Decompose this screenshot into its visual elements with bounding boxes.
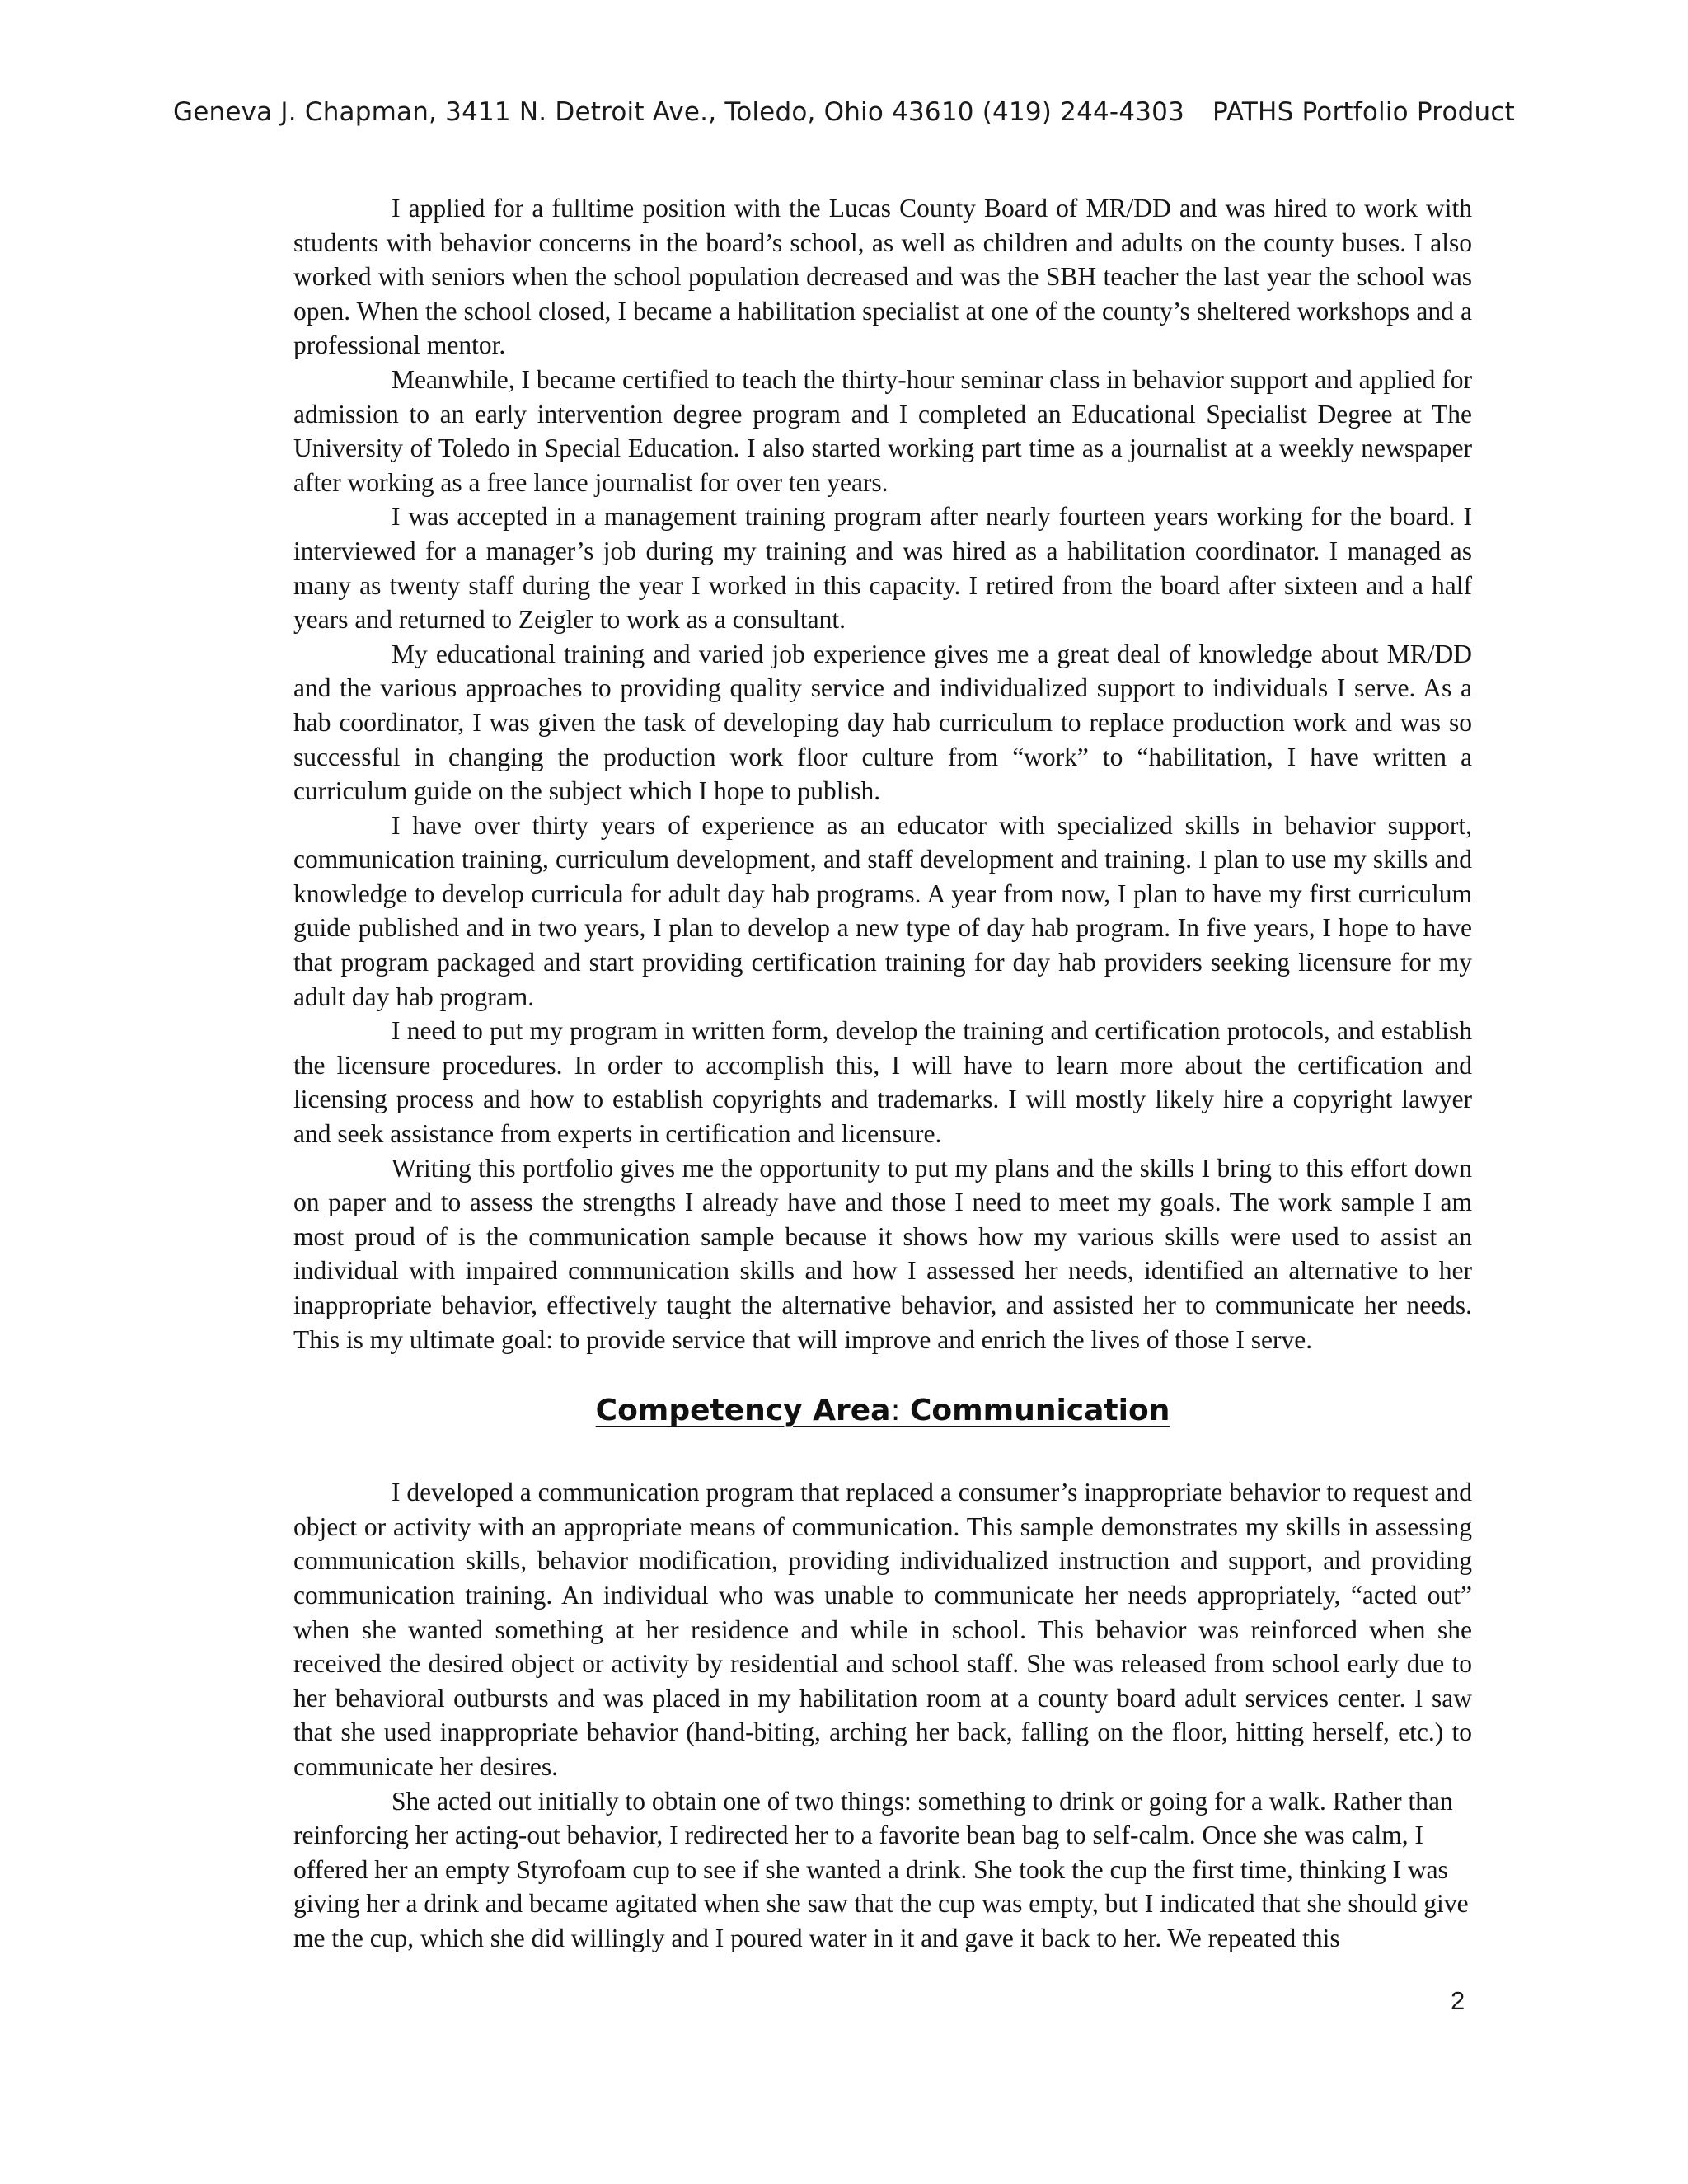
section-paragraph: I developed a communication program that replaced a consumer’s inappropriate behavior to request and object or activity with an appropriate means of communication. This sample demonstrates my skills in assessing communication skills, behavior modification, providing individualized instruction and support, and providing communication training. An individual who was unable to communicate her needs appropriately, “acted out” when she wanted something at her residence and while in school. This behavior was reinforced when she received the desired object or activity by residential and school staff. She was released from school early due to her behavioral outbursts and was placed in my habilitation room at a county board adult services center. I saw that she used inappropriate behavior (hand-biting, arching her back, falling on the floor, hitting herself, etc.) to communicate her desires. <box>293 1478 1472 1781</box>
body-paragraph: I was accepted in a management training program after nearly fourteen years working for the board. I interviewed for a manager’s job during my training and was hired as a habilitation coordinator. I managed as many as twenty staff during the year I worked in this capacity. I retired from the board after sixteen and a half years and returned to Zeigler to work as a consultant. <box>293 502 1472 635</box>
body-paragraph: Meanwhile, I became certified to teach the thirty-hour seminar class in behavior support and applied for admission to an early intervention degree program and I completed an Educational Specialist Degree at The University of Toledo in Special Education. I also started working part time as a journalist at a weekly newspaper after working as a free lance journalist for over ten years. <box>293 364 1472 497</box>
body-paragraph: Writing this portfolio gives me the opportunity to put my plans and the skills I bring to this effort down on paper and to assess the strengths I already have and those I need to meet my goals. The work sample I am most proud of is the communication sample because it shows how my various skills were used to assist an individual with impaired communication skills and how I assessed her needs, identified an alternative to her inappropriate behavior, effectively taught the alternative behavior, and assisted her to communicate her needs. This is my ultimate goal: to provide service that will improve and enrich the lives of those I serve. <box>293 1153 1472 1354</box>
body-paragraph: My educational training and varied job experience gives me a great deal of knowledge about MR/DD and the various approaches to providing quality service and individualized support to individuals I serve. As a hab coordinator, I was given the task of developing day hab curriculum to replace production work and was so successful in changing the production work floor culture from “work” to “habilitation, I have written a curriculum guide on the subject which I hope to publish. <box>293 639 1472 806</box>
body-paragraph: I have over thirty years of experience as an educator with specialized skills in behavior support, communication training, curriculum development, and staff development and training. I plan to use my skills and knowledge to develop curricula for adult day hab programs. A year from now, I plan to have my first curriculum guide published and in two years, I plan to develop a new type of day hab program. In five years, I hope to have that program packaged and start providing certification training for day hab providers seeking licensure for my adult day hab program. <box>293 810 1472 1011</box>
document-body <box>293 191 1472 1956</box>
body-paragraph: I applied for a fulltime position with the Lucas County Board of MR/DD and was hired to work with students with behavior concerns in the board’s school, as well as children and adults on the county buses. I also worked with seniors when the school population decreased and was the SBH teacher the last year the school was open. When the school closed, I became a habilitation specialist at one of the county’s sheltered workshops and a professional mentor. <box>293 194 1472 360</box>
header-product: PATHS Portfolio Product <box>1212 97 1515 127</box>
section-heading <box>293 1391 1472 1431</box>
section-heading-topic: Communication <box>910 1394 1170 1428</box>
section-heading-colon: : <box>890 1394 911 1428</box>
page-number: 2 <box>1451 1986 1465 2015</box>
page-header <box>0 97 1688 127</box>
section-heading-label: Competency Area <box>595 1394 891 1428</box>
body-paragraph: I need to put my program in written form, develop the training and certification protocols, and establish the licensure procedures. In order to accomplish this, I will have to learn more about the certification and licensing process and how to establish copyrights and trademarks. I will mostly likely hire a copyright lawyer and seek assistance from experts in certification and licensure. <box>293 1016 1472 1149</box>
section-paragraph: She acted out initially to obtain one of two things: something to drink or going for a walk. Rather than reinforcing her acting-out behavior, I redirected her to a favorite bean bag to self-calm. Once she was calm, I offered her an empty Styrofoam cup to see if she wanted a drink. She took the cup the first time, thinking I was giving her a drink and became agitated when she saw that the cup was empty, but I indicated that she should give me the cup, which she did willingly and I poured water in it and gave it back to her. We repeated this <box>293 1786 1469 1952</box>
header-contact: Geneva J. Chapman, 3411 N. Detroit Ave., Toledo, Ohio 43610 (419) 244-4303 <box>172 97 1185 127</box>
